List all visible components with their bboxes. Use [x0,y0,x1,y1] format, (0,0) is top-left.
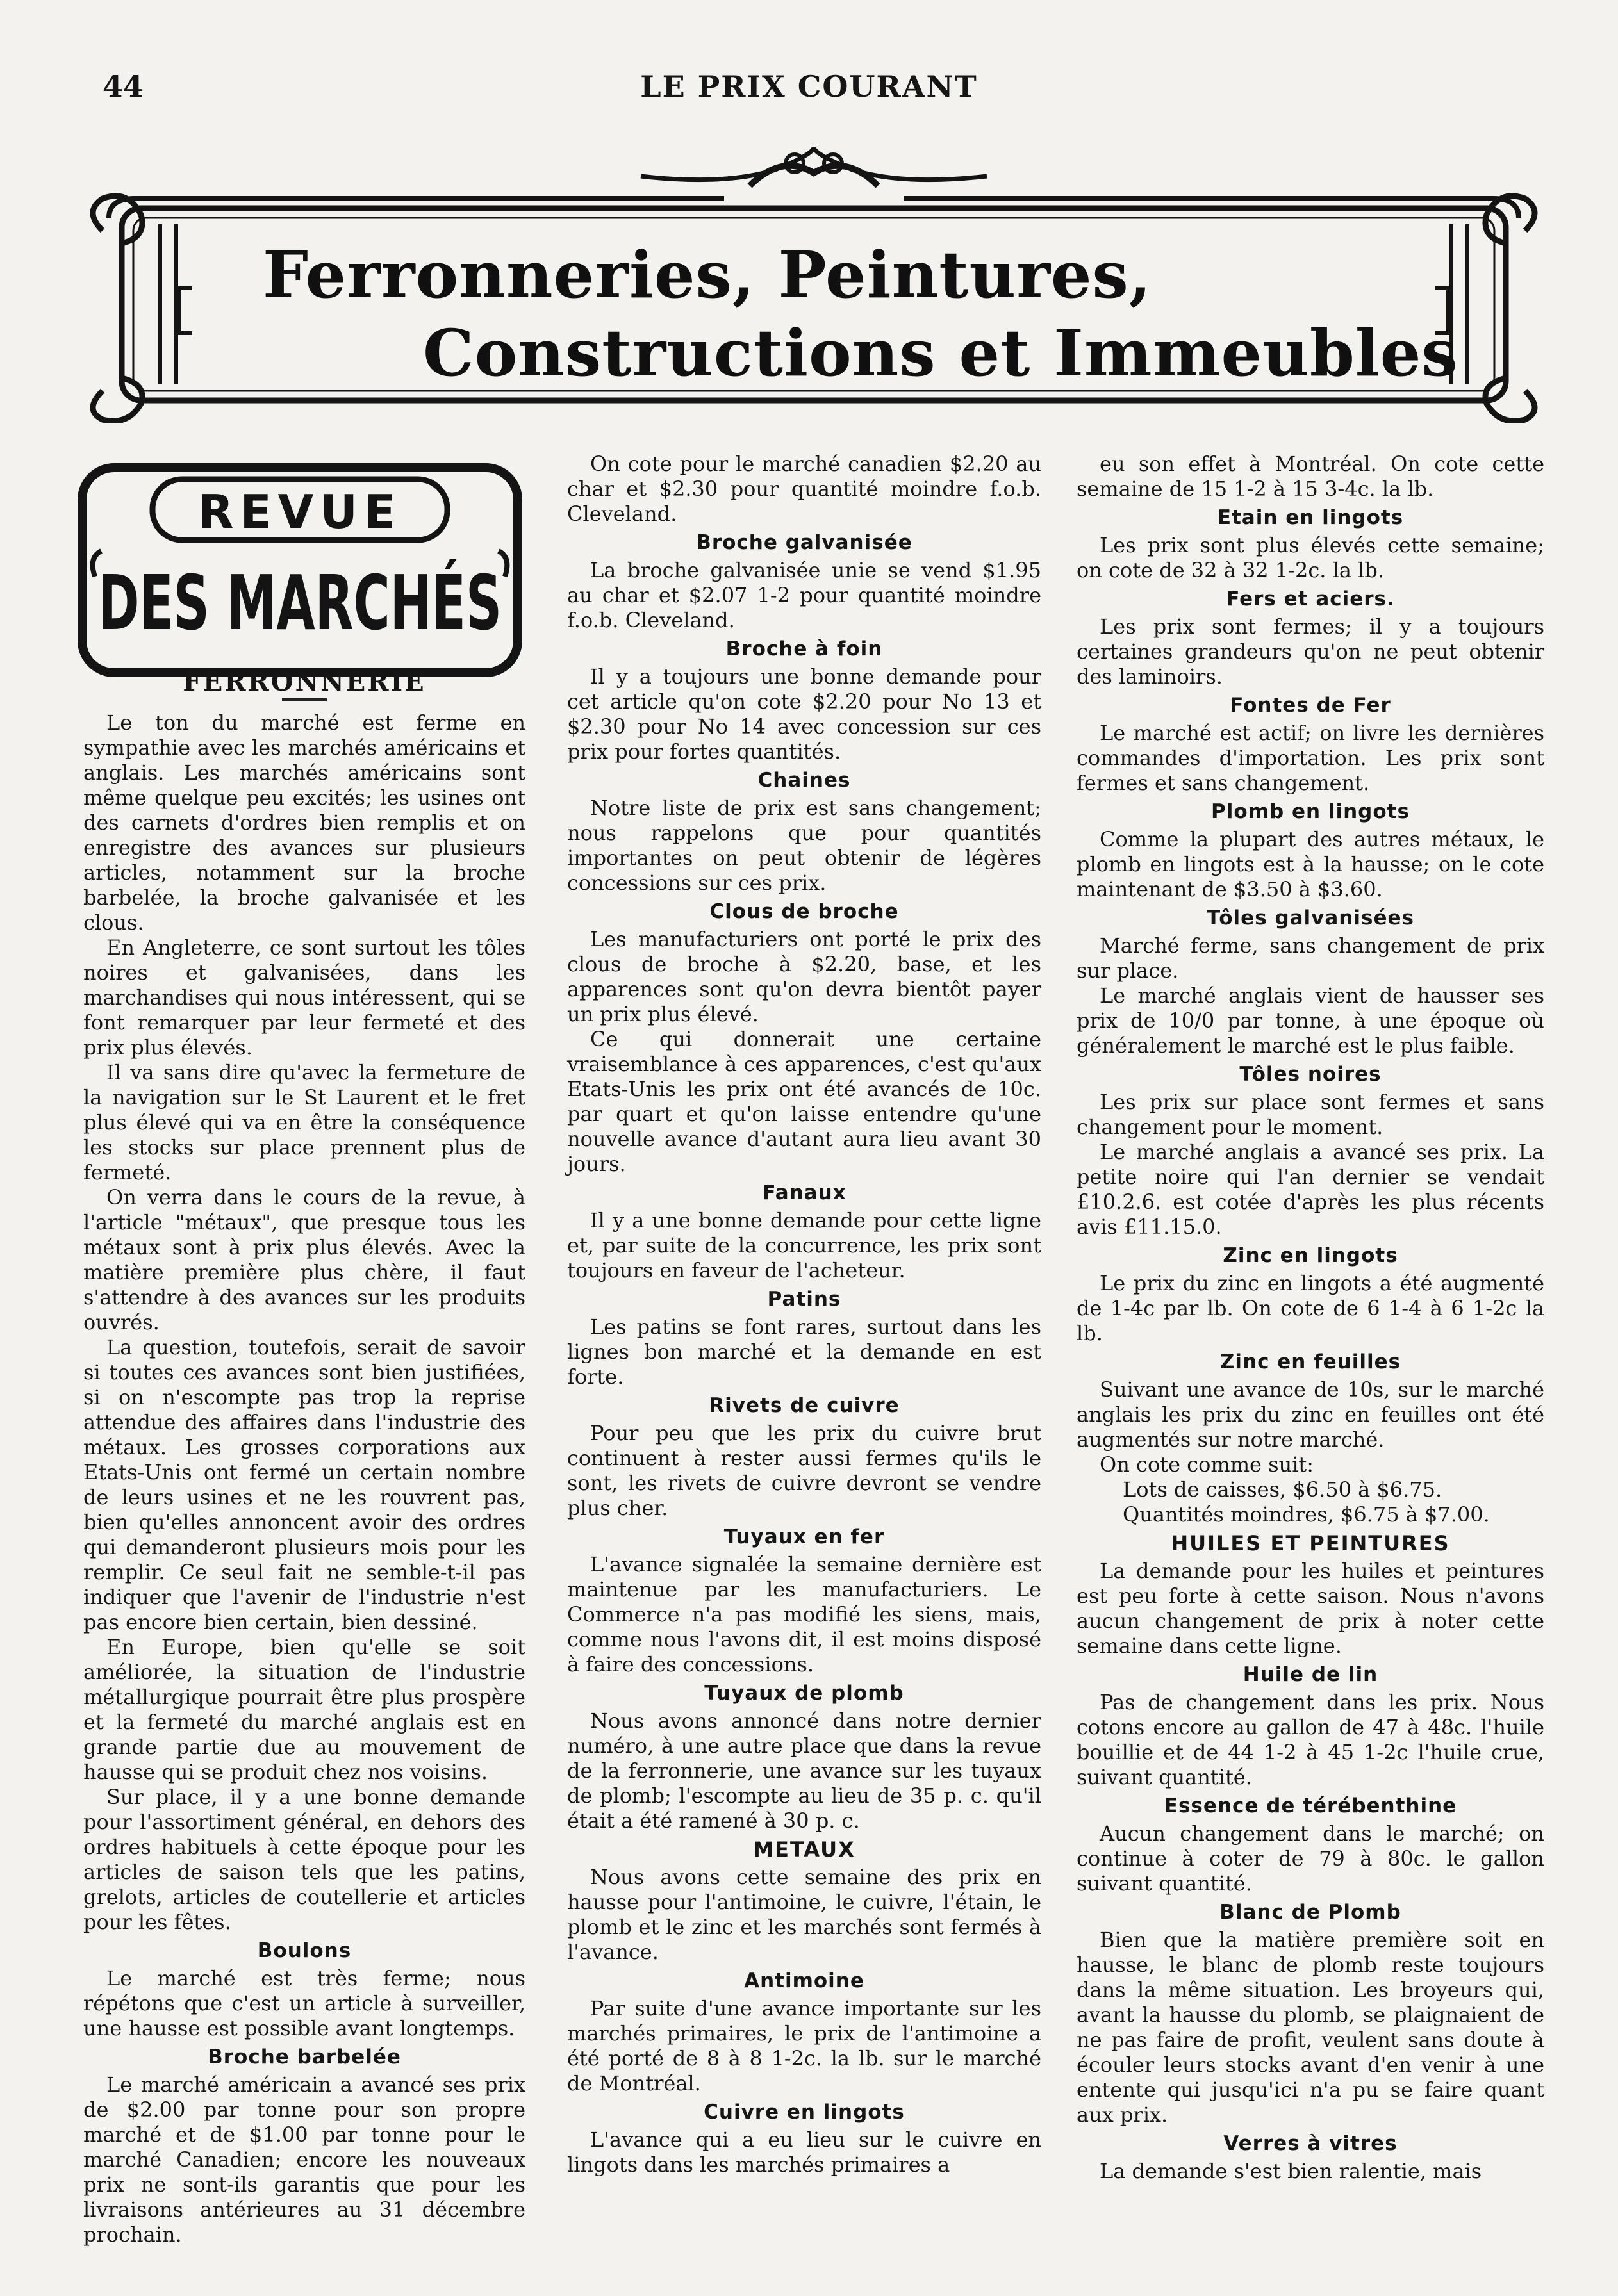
page-number: 44 [103,69,144,104]
des-marches-label: DES MARCHÉS [98,559,502,647]
paragraph: Pas de changement dans les prix. Nous cotons encore au gallon de 47 à 48c. l'huile bouillie et de 44 1-2 à 45 1-2c l'huile crue, suivant quantité. [1077,1690,1544,1789]
paragraph: Le ton du marché est ferme en sympathie avec les marchés américains et anglais. Les marchés américains sont même quelque peu excités; les usines ont des carnets d'ordres bien remplis et on enregistre des avances sur plusieurs articles, notamment sur la broche barbelée, la broche galvanisée et les clous. [83,710,525,935]
paragraph: Sur place, il y a une bonne demande pour l'assortiment général, en dehors des ordres habituels à cette époque pour les articles de saison tels que les patins, grelots, articles de coutellerie et articles pour les fêtes. [83,1785,525,1934]
subheading-broche-barbelee: Broche barbelée [208,2046,401,2069]
paragraph: La demande pour les huiles et peintures est peu forte à cette saison. Nous n'avons aucun changement de prix à noter cette semaine dans cette ligne. [1077,1559,1544,1658]
subheading-zinc-en-feuilles: Zinc en feuilles [1219,1350,1401,1374]
paragraph: Marché ferme, sans changement de prix sur place. [1077,933,1544,983]
journal-title: LE PRIX COURANT [640,69,978,104]
heading-rule [282,698,327,701]
subheading-plomb-en-lingots: Plomb en lingots [1211,800,1410,823]
subheading-cuivre-en-lingots: Cuivre en lingots [704,2101,905,2124]
paragraph: Les prix sur place sont fermes et sans changement pour le moment. [1077,1090,1544,1139]
subheading-fontes-de-fer: Fontes de Fer [1230,694,1391,717]
paragraph: La broche galvanisée unie se vend $1.95 au char et $2.07 1-2 pour quantité moindre f.o.b. Cleveland. [567,558,1041,632]
section-heading-ferronnerie: FERRONNERIE [183,667,426,697]
subheading-etain-en-lingots: Etain en lingots [1217,506,1404,529]
column-1 [83,669,525,2247]
subheading-broche-galvanisee: Broche galvanisée [696,531,912,554]
paragraph: L'avance signalée la semaine dernière est maintenue par les manufacturiers. Le Commerce n'a pas modifié les siens, mais, comme nous l'avons dit, il est moins disposé à faire des concessions. [567,1552,1041,1677]
paragraph: Aucun changement dans le marché; on continue à coter de 79 à 80c. le gallon suivant quantité. [1077,1821,1544,1896]
paragraph: Ce qui donnerait une certaine vraisemblance à ces apparences, c'est qu'aux Etats-Unis les prix ont été avancés de 10c. par quart et qu'on laisse entendre qu'une nouvelle avance d'autant aura lieu avant 30 jours. [567,1027,1041,1176]
subheading-rivets-de-cuivre: Rivets de cuivre [709,1394,900,1417]
paragraph: Par suite d'une avance importante sur les marchés primaires, le prix de l'antimoine a été porté de 8 à 8 1-2c. la lb. sur le marché de Montréal. [567,1996,1041,2095]
section-heading-metaux: METAUX [753,1837,855,1862]
price-line: Lots de caisses, $6.50 à $6.75. [1123,1477,1442,1502]
subheading-verres-a-vitres: Verres à vitres [1223,2132,1398,2155]
paragraph: Nous avons cette semaine des prix en hausse pour l'antimoine, le cuivre, l'étain, le plomb et le zinc et les marchés sont fermés à l'avance. [567,1865,1041,1964]
paragraph: Le marché anglais a avancé ses prix. La petite noire qui l'an dernier se vendait £10.2.6. est cotée d'après les plus récents avis £11.15.0. [1077,1140,1544,1239]
paragraph: Les prix sont fermes; il y a toujours certaines grandeurs qu'on ne peut obtenir des laminoirs. [1077,614,1544,689]
revue-des-marches-logo [76,461,524,679]
banner-ornament [83,141,1544,423]
paragraph: En Angleterre, ce sont surtout les tôles noires et galvanisées, dans les marchandises qui nous intéressent, qui se font remarquer par leur fermeté et des prix plus élevés. [83,935,525,1060]
column-3 [1077,452,1544,2184]
subheading-boulons: Boulons [257,1939,352,1962]
paragraph: Notre liste de prix est sans changement; nous rappelons que pour quantités importantes on peut obtenir de légères concessions sur ces prix. [567,796,1041,895]
running-header [96,69,1522,108]
subheading-blanc-de-plomb: Blanc de Plomb [1219,1901,1401,1924]
subheading-fanaux: Fanaux [762,1181,846,1204]
paragraph: Comme la plupart des autres métaux, le plomb en lingots est à la hausse; on le cote maintenant de $3.50 à $3.60. [1077,827,1544,901]
paragraph: On cote pour le marché canadien $2.20 au char et $2.30 pour quantité moindre f.o.b. Cleveland. [567,452,1041,526]
price-line: Quantités moindres, $6.75 à $7.00. [1123,1502,1490,1527]
paragraph: La demande s'est bien ralentie, mais [1100,2159,1482,2183]
paragraph: Il y a toujours une bonne demande pour cet article qu'on cote $2.20 pour No 13 et $2.30 pour No 14 avec concession sur ces prix pour fortes quantités. [567,664,1041,764]
subheading-essence-de-terebenthine: Essence de térébenthine [1164,1794,1457,1817]
subheading-antimoine: Antimoine [744,1969,864,1992]
paragraph: L'avance qui a eu lieu sur le cuivre en lingots dans les marchés primaires a [567,2128,1041,2177]
paragraph: Pour peu que les prix du cuivre brut continuent à rester aussi fermes qu'ils le sont, les rivets de cuivre devront se vendre plus cher. [567,1421,1041,1520]
subheading-toles-galvanisees: Tôles galvanisées [1207,906,1414,930]
subheading-clous-de-broche: Clous de broche [709,900,899,923]
paragraph: Les manufacturiers ont porté le prix des clous de broche à $2.20, base, et les apparences sont qu'on devra bientôt payer un prix plus élevé. [567,927,1041,1026]
paragraph: On verra dans le cours de la revue, à l'article "métaux", que presque tous les métaux sont à prix plus élevés. Avec la matière première plus chère, il faut s'attendre à des avances sur les produits ouvrés. [83,1185,525,1334]
paragraph: Le marché américain a avancé ses prix de $2.00 par tonne pour son propre marché et de $1.00 par tonne pour le marché Canadien; encore les nouveaux prix ne sont-ils garantis que pour les livraisons antérieures au 31 décembre prochain. [83,2072,525,2247]
subheading-tuyaux-en-fer: Tuyaux en fer [723,1525,885,1548]
paragraph: On cote comme suit: [1100,1452,1314,1477]
subheading-zinc-en-lingots: Zinc en lingots [1223,1244,1398,1267]
subheading-tuyaux-de-plomb: Tuyaux de plomb [704,1682,904,1705]
subheading-fers-et-aciers: Fers et aciers. [1226,587,1395,611]
banner-title-line1: Ferronneries, Peintures, [263,237,1152,313]
paragraph: En Europe, bien qu'elle se soit améliorée, la situation de l'industrie métallurgique pourrait être plus prospère et la fermeté du marché anglais est en grande partie due au mouvement de hausse qui se produit chez nos voisins. [83,1635,525,1784]
banner-title-line2: Constructions et Immeubles [423,315,1458,391]
revue-label: REVUE [198,485,402,539]
paragraph: Les patins se font rares, surtout dans les lignes bon marché et la demande en est forte. [567,1315,1041,1389]
subheading-huile-de-lin: Huile de lin [1242,1663,1378,1686]
paragraph: Suivant une avance de 10s, sur le marché anglais les prix du zinc en feuilles ont été augmentés sur notre marché. [1077,1377,1544,1452]
paragraph: Il va sans dire qu'avec la fermeture de la navigation sur le St Laurent et le fret plus élevé qui va en être la conséquence les stocks sur place prennent plus de fermeté. [83,1060,525,1185]
paragraph: eu son effet à Montréal. On cote cette semaine de 15 1-2 à 15 3-4c. la lb. [1077,452,1544,501]
section-heading-huiles-et-peintures: HUILES ET PEINTURES [1171,1531,1450,1555]
subheading-patins: Patins [767,1288,841,1311]
paragraph: Bien que la matière première soit en hausse, le blanc de plomb reste toujours dans la même situation. Les broyeurs qui, avant la hausse du plomb, se plaignaient de ne pas faire de profit, veulent sans doute à écouler leurs stocks avant d'en venir à une entente qui jusqu'ici n'a pu se faire quant aux prix. [1077,1928,1544,2127]
subheading-broche-a-foin: Broche à foin [725,637,883,660]
subheading-chaines: Chaines [757,769,851,792]
paragraph: Nous avons annoncé dans notre dernier numéro, à une autre place que dans la revue de la ferronnerie, une avance sur les tuyaux de plomb; l'escompte au lieu de 35 p. c. qu'il était a été ramené à 30 p. c. [567,1709,1041,1833]
paragraph: Le prix du zinc en lingots a été augmenté de 1-4c par lb. On cote de 6 1-4 à 6 1-2c la lb. [1077,1271,1544,1345]
column-2 [567,452,1041,2177]
paragraph: Le marché est actif; on livre les dernières commandes d'importation. Les prix sont fermes et sans changement. [1077,721,1544,795]
paragraph: La question, toutefois, serait de savoir si toutes ces avances sont bien justifiées, si on n'escompte pas trop la reprise attendue des affaires dans l'industrie des métaux. Les grosses corporations aux Etats-Unis ont fermé un certain nombre de leurs usines et ne les rouvrent pas, bien qu'elles annoncent avoir des ordres qui demanderont plusieurs mois pour les remplir. Ce seul fait ne semble-t-il pas indiquer que l'avenir de l'industrie n'est pas encore bien certain, bien dessiné. [83,1335,525,1634]
subheading-toles-noires: Tôles noires [1239,1063,1382,1086]
paragraph: Il y a une bonne demande pour cette ligne et, par suite de la concurrence, les prix sont toujours en faveur de l'acheteur. [567,1208,1041,1283]
paragraph: Le marché est très ferme; nous répétons que c'est un article à surveiller, une hausse est possible avant longtemps. [83,1966,525,2040]
paragraph: Les prix sont plus élevés cette semaine; on cote de 32 à 32 1-2c. la lb. [1077,533,1544,582]
paragraph: Le marché anglais vient de hausser ses prix de 10/0 par tonne, à une époque où généralement le marché est le plus faible. [1077,983,1544,1058]
